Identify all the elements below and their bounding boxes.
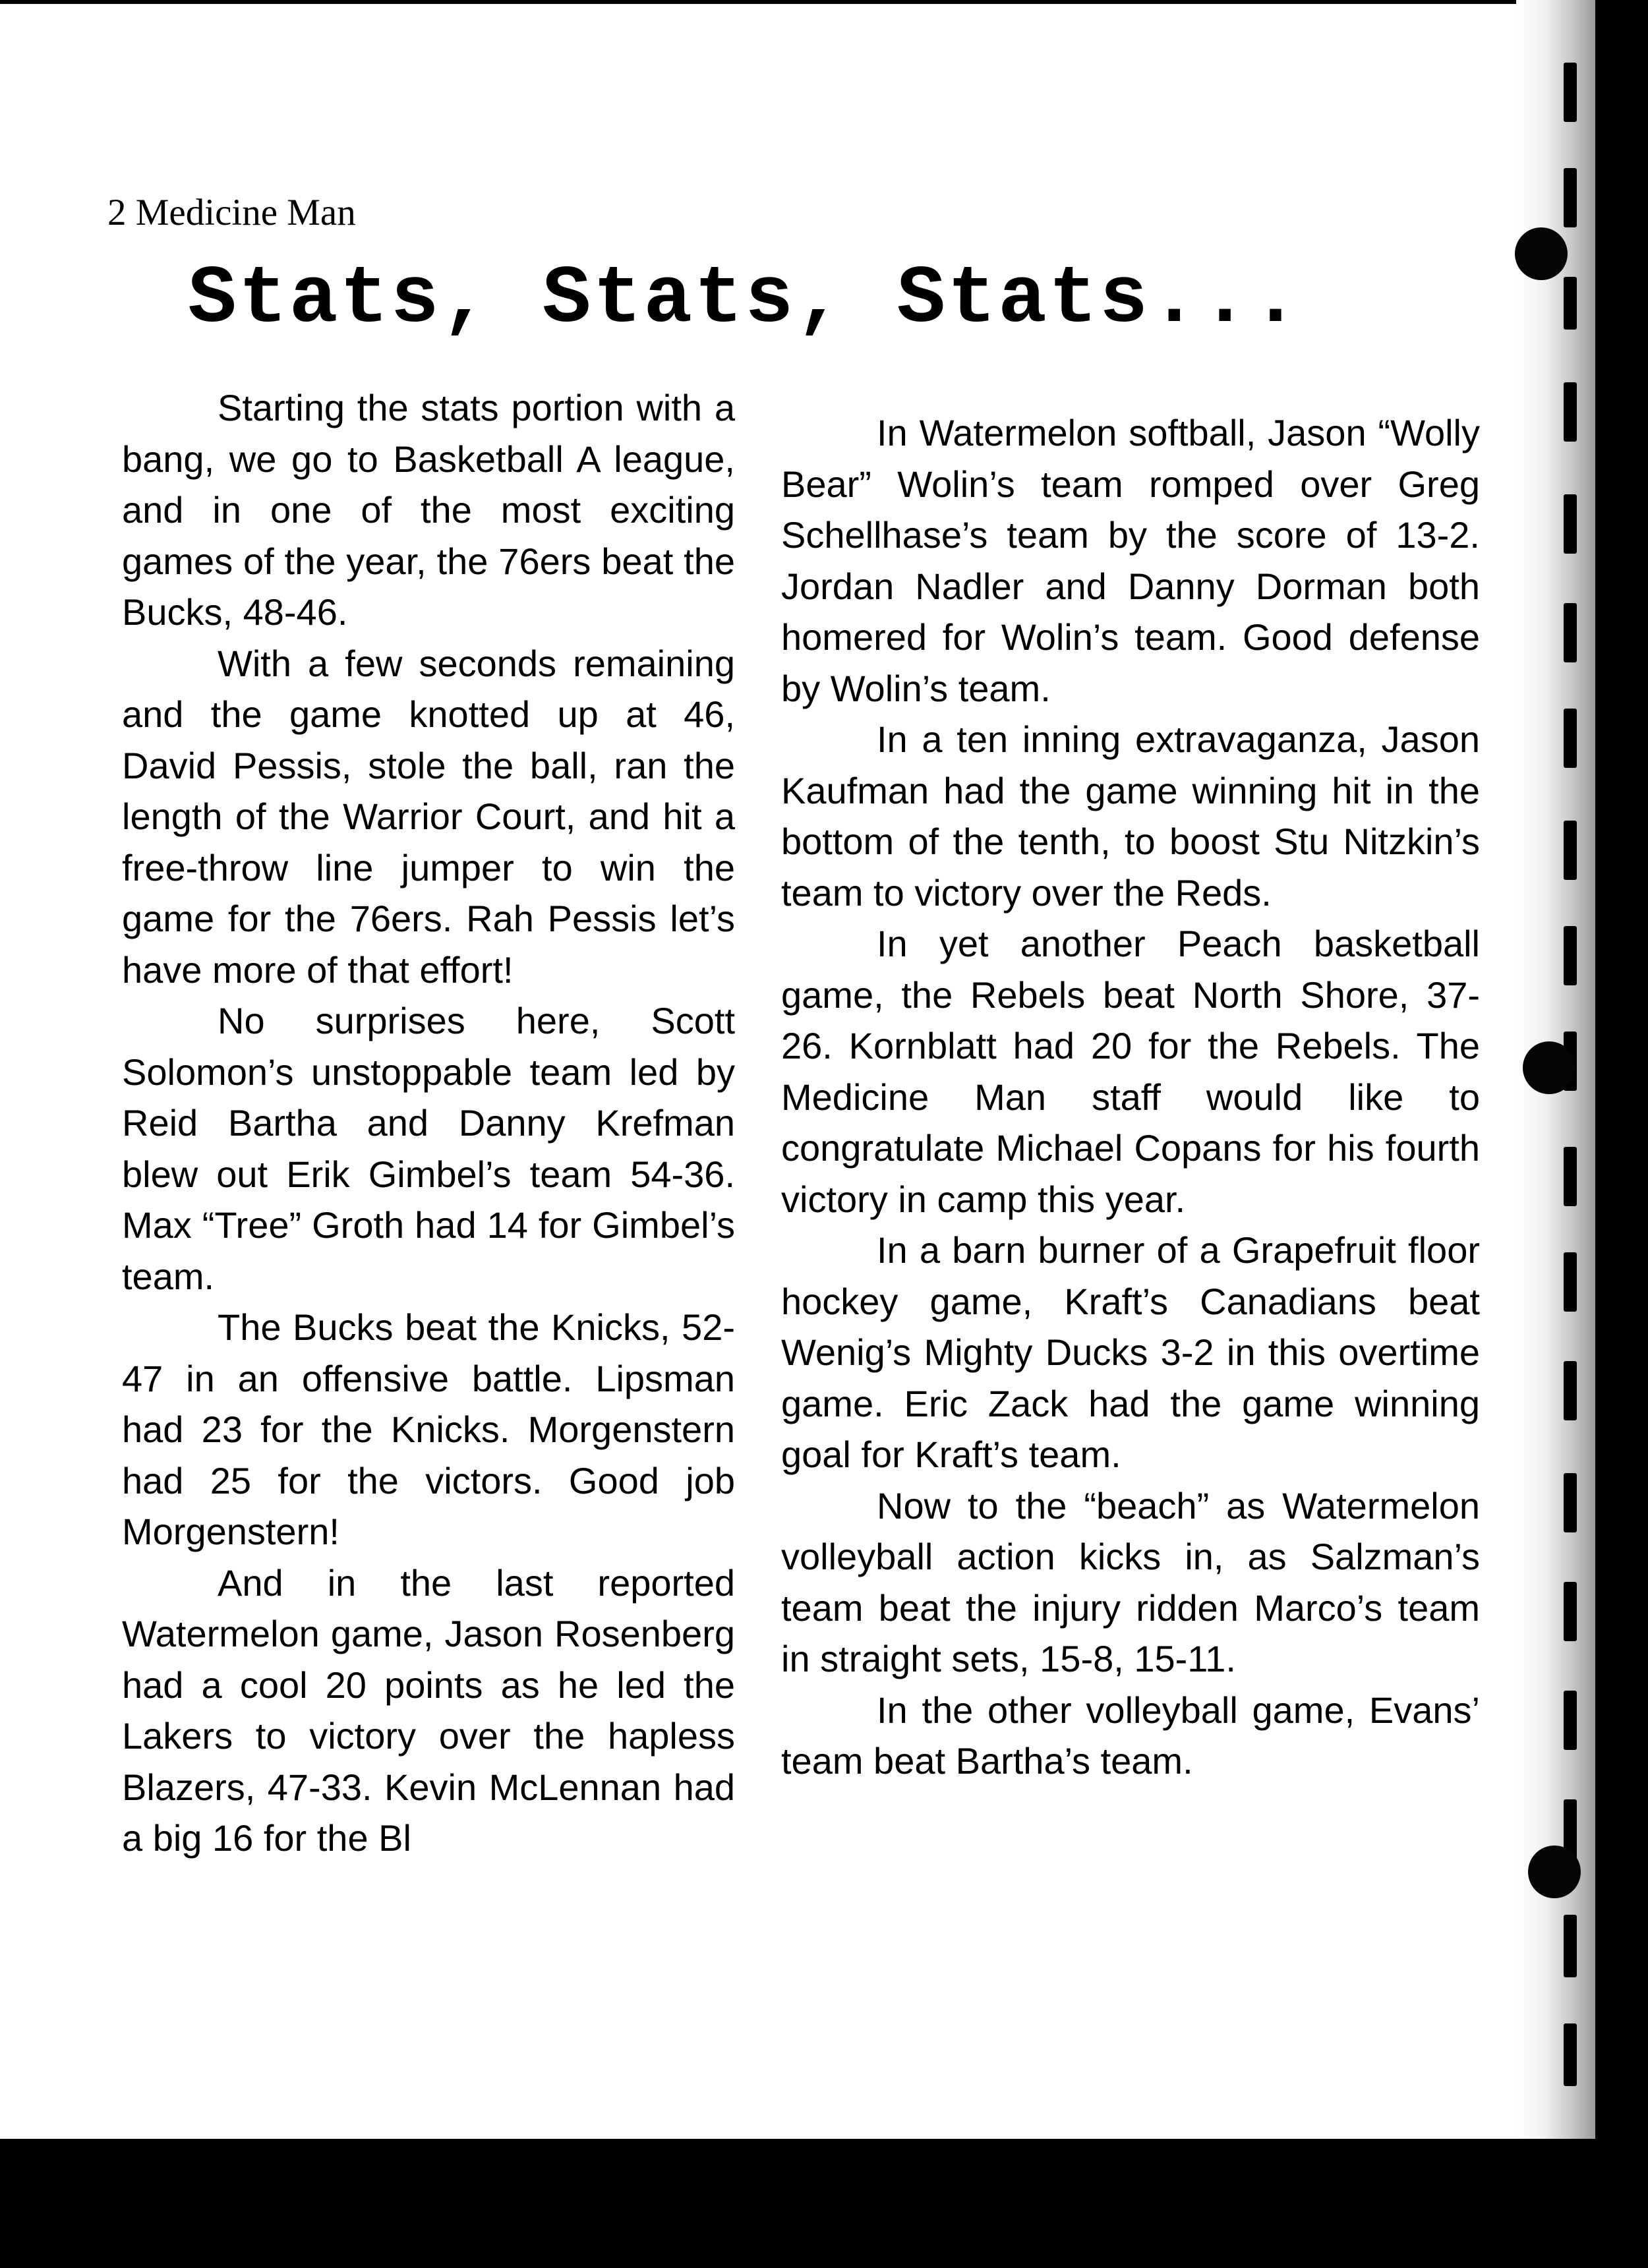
right-column xyxy=(781,407,1480,1787)
binder-slot xyxy=(1564,821,1577,880)
binder-slot xyxy=(1564,1361,1577,1420)
binder-slot xyxy=(1564,168,1577,227)
page-header: 2 Medicine Man xyxy=(107,192,356,233)
article-paragraph: In the other volleyball game, Evans’ team beat Bartha’s team. xyxy=(781,1689,1480,1782)
article-paragraph: The Bucks beat the Knicks, 52-47 in an offensive battle. Lipsman had 23 for the Knicks. Morgenstern had 25 for the victors. Good job Morgenstern! xyxy=(122,1306,735,1552)
scan-top-edge xyxy=(0,0,1595,4)
binder-slot xyxy=(1564,1147,1577,1206)
article-paragraph: In Watermelon softball, Jason “Wolly Bear” Wolin’s team romped over Greg Schellhase’s team by the score of 13-2. Jordan Nadler and Danny Dorman both homered for Wolin’s team. Good defense by Wolin’s team. xyxy=(781,412,1480,709)
binder-hole xyxy=(1528,1846,1581,1898)
article-paragraph: Starting the stats portion with a bang, we go to Basketball A league, and in one of the most exciting games of the year, the 76ers beat the Bucks, 48-46. xyxy=(122,387,735,633)
page-title: Stats, Stats, Stats... xyxy=(188,254,1302,345)
binder-slot xyxy=(1564,494,1577,554)
binder-slot xyxy=(1564,1915,1577,1977)
binder-slot xyxy=(1564,1691,1577,1750)
binder-hole xyxy=(1523,1041,1575,1094)
binder-slot xyxy=(1564,926,1577,985)
binder-slot xyxy=(1564,382,1577,442)
article-paragraph: With a few seconds remaining and the game knotted up at 46, David Pessis, stole the ball, ran the length of the Warrior Court, and hit a free-throw line jumper to win the game for the 76ers. Rah Pessis let’s have more of that effort! xyxy=(122,642,735,991)
article-paragraph: Now to the “beach” as Watermelon volleyball action kicks in, as Salzman’s team beat the injury ridden Marco’s team in straight sets, 15-8, 15-11. xyxy=(781,1484,1480,1679)
binder-slot xyxy=(1564,1473,1577,1532)
binder-slot xyxy=(1564,709,1577,768)
binder-hole xyxy=(1515,227,1568,280)
binder-slot xyxy=(1564,63,1577,122)
article-paragraph: In a barn burner of a Grapefruit floor hockey game, Kraft’s Canadians beat Wenig’s Mighty Ducks 3-2 in this overtime game. Eric Zack had the game winning goal for Kraft’s team. xyxy=(781,1229,1480,1475)
article-paragraph: And in the last reported Watermelon game, Jason Rosenberg had a cool 20 points as he led the Lakers to victory over the hapless Blazers, 47-33. Kevin McLennan had a big 16 for the Bl xyxy=(122,1561,735,1859)
binder-slot xyxy=(1564,2023,1577,2086)
article-paragraph: In yet another Peach basketball game, the Rebels beat North Shore, 37-26. Kornblatt had 20 for the Rebels. The Medicine Man staff would like to congratulate Michael Copans for his fourth victory in camp this year. xyxy=(781,923,1480,1220)
left-column xyxy=(122,382,735,1931)
binder-slot xyxy=(1564,277,1577,330)
article-paragraph: No surprises here, Scott Solomon’s unstoppable team led by Reid Bartha and Danny Krefman blew out Erik Gimbel’s team 54-36. Max “Tree” Groth had 14 for Gimbel’s team. xyxy=(122,1000,735,1297)
binder-slot xyxy=(1564,603,1577,662)
binder-slot xyxy=(1564,1582,1577,1641)
article-paragraph: In a ten inning extravaganza, Jason Kaufman had the game winning hit in the bottom of the tenth, to boost Stu Nitzkin’s team to victory over the Reds. xyxy=(781,718,1480,914)
binder-slot xyxy=(1564,1252,1577,1312)
